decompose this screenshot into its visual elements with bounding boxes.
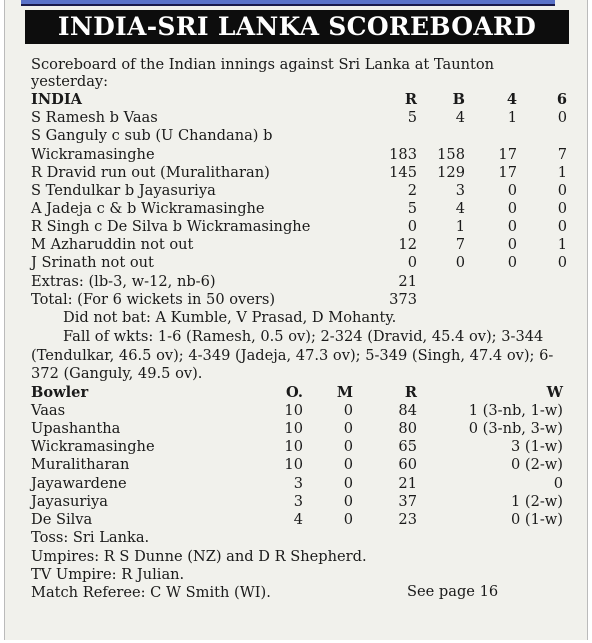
batsman-fours: 1	[507, 109, 517, 126]
batsman-name: J Srinath not out	[31, 254, 154, 271]
fall-of-wickets: Fall of wkts: 1-6 (Ramesh, 0.5 ov); 2-324 (Dravid, 45.4 ov); 3-344 (Tendulkar, 46.5 ov); 4-349 (Jadeja, 47.3 ov); 5-349 (Singh, 47.4 ov); 6-372 (Ganguly, 49.5 ov).	[31, 328, 554, 382]
batsman-runs: 5	[407, 109, 417, 126]
bowler-name: De Silva	[31, 511, 93, 528]
bowler-overs: 3	[293, 475, 303, 492]
bowler-maidens: 0	[343, 420, 353, 437]
batsman-name: R Singh c De Silva b Wickramasinghe	[31, 218, 311, 235]
batsman-runs: 145	[389, 164, 417, 181]
bowler-overs: 10	[284, 402, 303, 419]
bowler-name: Jayawardene	[31, 475, 127, 492]
batsman-fours: 0	[507, 254, 517, 271]
batsman-fours: 0	[507, 236, 517, 253]
extras-label: Extras: (lb-3, w-12, nb-6)	[31, 273, 216, 290]
col-header-fours: 4	[506, 91, 517, 108]
batsman-sixes: 7	[557, 146, 567, 163]
wickets-col-header: W	[546, 384, 563, 401]
bowler-wickets: 0 (1-w)	[510, 511, 563, 528]
batsman-fours: 17	[498, 146, 517, 163]
batsman-name: M Azharuddin not out	[31, 236, 194, 253]
intro-text: Scoreboard of the Indian innings against Sri Lanka at Taunton yesterday:	[31, 56, 495, 90]
batsman-sixes: 1	[557, 236, 567, 253]
batsman-fours: 0	[507, 200, 517, 217]
bowler-overs: 10	[284, 438, 303, 455]
batsman-balls: 1	[455, 218, 465, 235]
bowler-wickets: 0 (2-w)	[510, 456, 563, 473]
bowler-wickets: 1 (2-w)	[510, 493, 563, 510]
col-header-runs: R	[404, 91, 417, 108]
tv-umpire: TV Umpire: R Julian.	[31, 566, 185, 583]
bowler-name: Muralitharan	[31, 456, 130, 473]
batsman-sixes: 0	[557, 254, 567, 271]
runs-col-header: R	[404, 384, 417, 401]
total-label: Total: (For 6 wickets in 50 overs)	[31, 291, 276, 308]
batsman-balls: 0	[455, 254, 465, 271]
see-page-link: See page 16	[407, 583, 499, 600]
overs-col-header: O.	[286, 384, 303, 401]
bowler-overs: 3	[293, 493, 303, 510]
bowler-overs: 10	[284, 456, 303, 473]
batsman-fours: 17	[498, 164, 517, 181]
bowler-runs: 84	[398, 402, 417, 419]
batsman-runs: 2	[407, 182, 417, 199]
page-title: INDIA-SRI LANKA SCOREBOARD	[25, 10, 569, 44]
batsman-runs: 0	[407, 218, 417, 235]
bowler-maidens: 0	[343, 493, 353, 510]
bowler-runs: 23	[398, 511, 417, 528]
bowler-runs: 37	[398, 493, 417, 510]
bowler-maidens: 0	[343, 456, 353, 473]
batsman-sixes: 1	[557, 164, 567, 181]
maidens-col-header: M	[336, 384, 353, 401]
batsman-balls: 158	[437, 146, 465, 163]
bowler-runs: 65	[398, 438, 417, 455]
batsman-name: Wickramasinghe	[31, 146, 155, 163]
bowler-wickets: 1 (3-nb, 1-w)	[468, 402, 563, 419]
bowler-wickets: 0 (3-nb, 3-w)	[468, 420, 563, 437]
batsman-sixes: 0	[557, 218, 567, 235]
batsman-sixes: 0	[557, 200, 567, 217]
bowler-name: Jayasuriya	[31, 493, 108, 510]
batsman-runs: 5	[407, 200, 417, 217]
col-header-balls: B	[452, 91, 465, 108]
match-referee: Match Referee: C W Smith (WI).	[31, 584, 271, 601]
bowler-runs: 21	[398, 475, 417, 492]
bowler-wickets: 0	[553, 475, 563, 492]
total-value: 373	[389, 291, 417, 308]
extras-value: 21	[398, 273, 417, 290]
bowler-name: Wickramasinghe	[31, 438, 155, 455]
bowler-runs: 60	[398, 456, 417, 473]
batsman-name: S Tendulkar b Jayasuriya	[31, 182, 216, 199]
batsman-balls: 3	[455, 182, 465, 199]
bowler-overs: 10	[284, 420, 303, 437]
batsman-balls: 7	[455, 236, 465, 253]
batsman-fours: 0	[507, 218, 517, 235]
bowler-maidens: 0	[343, 402, 353, 419]
batsman-runs: 12	[398, 236, 417, 253]
bowler-maidens: 0	[343, 511, 353, 528]
newspaper-clipping	[4, 0, 588, 640]
batsman-name: S Ramesh b Vaas	[31, 109, 158, 126]
bowler-name: Vaas	[31, 402, 66, 419]
batsman-fours: 0	[507, 182, 517, 199]
batsman-sixes: 0	[557, 182, 567, 199]
batsman-balls: 129	[437, 164, 465, 181]
bowler-col-header: Bowler	[31, 384, 89, 401]
batsman-balls: 4	[455, 200, 465, 217]
batsman-name: R Dravid run out (Muralitharan)	[31, 164, 270, 181]
bowler-maidens: 0	[343, 438, 353, 455]
bowler-maidens: 0	[343, 475, 353, 492]
batsman-runs: 183	[389, 146, 417, 163]
batsman-runs: 0	[407, 254, 417, 271]
bowler-runs: 80	[398, 420, 417, 437]
bowler-wickets: 3 (1-w)	[510, 438, 563, 455]
top-colour-strip	[21, 0, 555, 6]
bowler-overs: 4	[293, 511, 303, 528]
bowler-name: Upashantha	[31, 420, 121, 437]
did-not-bat: Did not bat: A Kumble, V Prasad, D Mohanty.	[63, 309, 397, 326]
col-header-sixes: 6	[556, 91, 567, 108]
umpires: Umpires: R S Dunne (NZ) and D R Shepherd.	[31, 548, 367, 565]
batsman-sixes: 0	[557, 109, 567, 126]
batsman-balls: 4	[455, 109, 465, 126]
team-name: INDIA	[31, 91, 82, 108]
batsman-name: A Jadeja c & b Wickramasinghe	[31, 200, 265, 217]
batsman-name: S Ganguly c sub (U Chandana) b	[31, 127, 273, 144]
toss-result: Toss: Sri Lanka.	[31, 529, 150, 546]
